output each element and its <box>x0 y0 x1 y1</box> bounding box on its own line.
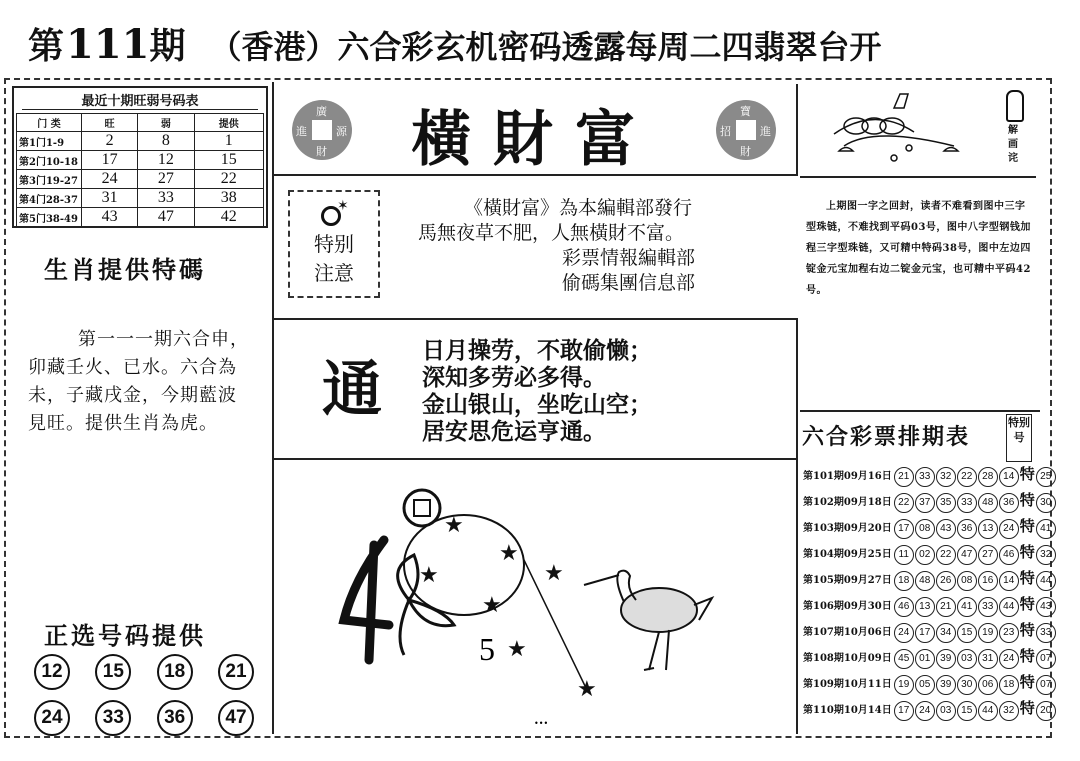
table-cell: 17 <box>82 151 138 170</box>
special-mark: 特 <box>1019 491 1035 509</box>
special-mark: 特 <box>1019 673 1035 691</box>
draw-number: 02 <box>915 545 935 565</box>
selected-number: 21 <box>218 654 254 690</box>
notice-line: 偷碼集團信息部 <box>562 272 696 294</box>
draw-number: 24 <box>894 623 914 643</box>
history-panel <box>800 410 1052 738</box>
draw-number: 16 <box>978 571 998 591</box>
poem-line: 金山银山，坐吃山空； <box>422 392 652 418</box>
table-row <box>802 696 1057 722</box>
left-table-title: 最近十期旺弱号码表 <box>22 90 258 110</box>
draw-label: 第106期09月30日 <box>803 601 892 612</box>
history-special-label: 特别号 <box>1006 414 1032 462</box>
table-cell: 15 <box>194 151 264 170</box>
table-cell: 31 <box>82 189 138 208</box>
table-cell: 47 <box>138 208 194 227</box>
puzzle-text: 上期图一字之回封，读者不难看到图中三字型珠链，不难找到平码03号，图中八字型钢钱加程三字型珠链，又可精中特码38号，图中左边四锭金元宝加程右边二锭金元宝，也可精中平码42号。 <box>806 201 1031 296</box>
draw-number: 14 <box>999 467 1019 487</box>
table-cell: 2 <box>82 132 138 151</box>
draw-label: 第110期10月14日 <box>803 705 892 716</box>
draw-number: 05 <box>915 675 935 695</box>
poem-panel <box>274 318 798 460</box>
selected-number: 33 <box>95 700 131 736</box>
draw-number: 18 <box>894 571 914 591</box>
table-row <box>802 618 1057 644</box>
special-mark: 特 <box>1019 543 1035 561</box>
draw-number: 26 <box>936 571 956 591</box>
draw-number: 39 <box>936 675 956 695</box>
bomb-icon: ✶ <box>319 198 349 228</box>
dots: ••• <box>534 719 549 728</box>
draw-number: 13 <box>915 597 935 617</box>
row-label: 第5门38-49 <box>17 208 82 227</box>
special-mark: 特 <box>1019 569 1035 587</box>
draw-number: 24 <box>915 701 935 721</box>
zodiac-text: 第一一一期六合申，卯藏壬火、已水。六合為未，子藏戌金，今期藍波見旺。提供生肖為虎。 <box>28 329 249 434</box>
table-row <box>802 540 1057 566</box>
draw-number: 08 <box>957 571 977 591</box>
picture-panel <box>274 460 798 734</box>
issue-header <box>28 18 882 69</box>
history-table <box>802 462 1057 722</box>
coin-right: 寶 招 進 財 <box>716 100 776 160</box>
draw-number: 33 <box>915 467 935 487</box>
draw-label: 第103期09月20日 <box>803 523 892 534</box>
special-mark: 特 <box>1019 647 1035 665</box>
special-number: 44 <box>1036 571 1056 591</box>
table-row <box>17 208 264 227</box>
draw-number: 24 <box>999 519 1019 539</box>
special-number: 43 <box>1036 597 1056 617</box>
svg-text:★: ★ <box>482 593 502 618</box>
draw-number: 14 <box>999 571 1019 591</box>
poem-line: 日月操劳，不敢偷懒； <box>422 338 652 364</box>
draw-number: 27 <box>978 545 998 565</box>
table-header: 提供 <box>194 114 264 132</box>
ingot-illustration <box>804 86 984 176</box>
table-row <box>802 592 1057 618</box>
row-label: 第4门28-37 <box>17 189 82 208</box>
draw-number: 03 <box>957 649 977 669</box>
puzzle-illustration <box>274 460 794 730</box>
table-cell: 43 <box>82 208 138 227</box>
poem-char: 通 <box>322 355 382 425</box>
poem-line: 深知多劳必多得。 <box>422 365 606 391</box>
draw-number: 15 <box>957 701 977 721</box>
table-row <box>17 132 264 151</box>
draw-number: 44 <box>999 597 1019 617</box>
draw-number: 22 <box>957 467 977 487</box>
svg-text:★: ★ <box>577 677 597 702</box>
special-mark: 特 <box>1019 517 1035 535</box>
draw-number: 32 <box>936 467 956 487</box>
table-cell: 33 <box>138 189 194 208</box>
draw-number: 34 <box>936 623 956 643</box>
draw-label: 第107期10月06日 <box>803 627 892 638</box>
draw-number: 43 <box>936 519 956 539</box>
draw-number: 33 <box>978 597 998 617</box>
special-number: 33 <box>1036 623 1056 643</box>
selected-number: 24 <box>34 700 70 736</box>
banner-panel <box>274 84 798 176</box>
draw-number: 21 <box>894 467 914 487</box>
hand-icon <box>1006 90 1024 122</box>
draw-number: 19 <box>894 675 914 695</box>
draw-number: 48 <box>978 493 998 513</box>
draw-number: 37 <box>915 493 935 513</box>
table-cell: 24 <box>82 170 138 189</box>
star-icons <box>419 513 597 702</box>
draw-number: 47 <box>957 545 977 565</box>
svg-text:★: ★ <box>507 637 527 662</box>
special-number: 20 <box>1036 701 1056 721</box>
draw-number: 36 <box>957 519 977 539</box>
selected-numbers <box>34 654 254 736</box>
draw-label: 第108期10月09日 <box>803 653 892 664</box>
draw-number: 08 <box>915 519 935 539</box>
row-label: 第2门10-18 <box>17 151 82 170</box>
special-mark: 特 <box>1019 595 1035 613</box>
table-header-row <box>17 114 264 132</box>
draw-number: 44 <box>978 701 998 721</box>
table-row <box>17 189 264 208</box>
left-table-panel <box>12 86 268 228</box>
special-mark: 特 <box>1019 621 1035 639</box>
numeral: 5 <box>479 631 495 667</box>
draw-number: 15 <box>957 623 977 643</box>
zodiac-title: 生肖提供特碼 <box>44 256 206 284</box>
special-number: 25 <box>1036 467 1056 487</box>
issue-suffix: 期 <box>149 25 188 67</box>
issue-number: 111 <box>66 21 150 68</box>
notice-line: 《橫財富》為本編輯部發行 <box>464 197 693 219</box>
table-row <box>17 151 264 170</box>
draw-number: 46 <box>894 597 914 617</box>
page-title: （香港）六合彩玄机密码透露每周二四翡翠台开 <box>209 28 882 66</box>
notice-label-1: 特别 <box>314 232 354 256</box>
draw-label: 第102期09月18日 <box>803 497 892 508</box>
table-cell: 12 <box>138 151 194 170</box>
table-cell: 1 <box>194 132 264 151</box>
table-header: 旺 <box>82 114 138 132</box>
draw-number: 06 <box>978 675 998 695</box>
table-header: 弱 <box>138 114 194 132</box>
bird-icon <box>584 571 712 670</box>
draw-number: 22 <box>894 493 914 513</box>
draw-number: 17 <box>894 701 914 721</box>
puzzle-image-panel <box>800 84 1036 178</box>
draw-number: 21 <box>936 597 956 617</box>
special-number: 32 <box>1036 545 1056 565</box>
selected-title: 正选号码提供 <box>44 622 206 650</box>
poem-text <box>422 338 652 446</box>
table-cell: 27 <box>138 170 194 189</box>
draw-number: 23 <box>999 623 1019 643</box>
draw-number: 36 <box>999 493 1019 513</box>
table-row <box>802 566 1057 592</box>
table-row <box>802 462 1057 488</box>
draw-number: 41 <box>957 597 977 617</box>
notice-line: 馬無夜草不肥，人無橫財不富。 <box>418 222 685 244</box>
special-number: 07 <box>1036 675 1056 695</box>
notice-label-2: 注意 <box>314 261 354 285</box>
puzzle-side-label: 解画诧 <box>1008 125 1018 164</box>
table-cell: 38 <box>194 189 264 208</box>
draw-number: 33 <box>957 493 977 513</box>
table-row <box>17 170 264 189</box>
row-label: 第1门1-9 <box>17 132 82 151</box>
draw-number: 46 <box>999 545 1019 565</box>
draw-number: 01 <box>915 649 935 669</box>
draw-label: 第109期10月11日 <box>803 679 892 690</box>
draw-number: 03 <box>936 701 956 721</box>
draw-label: 第105期09月27日 <box>803 575 892 586</box>
selected-number: 18 <box>157 654 193 690</box>
selected-number: 47 <box>218 700 254 736</box>
table-row <box>802 670 1057 696</box>
draw-number: 30 <box>957 675 977 695</box>
table-header: 门 类 <box>17 114 82 132</box>
draw-number: 19 <box>978 623 998 643</box>
special-number: 30 <box>1036 493 1056 513</box>
brush-stroke-4 <box>344 540 389 660</box>
special-number: 07 <box>1036 649 1056 669</box>
special-number: 41 <box>1036 519 1056 539</box>
draw-number: 39 <box>936 649 956 669</box>
svg-text:★: ★ <box>499 541 519 566</box>
notice-line: 彩票情報編輯部 <box>562 247 696 269</box>
draw-number: 45 <box>894 649 914 669</box>
draw-number: 35 <box>936 493 956 513</box>
draw-number: 13 <box>978 519 998 539</box>
draw-number: 24 <box>999 649 1019 669</box>
draw-number: 32 <box>999 701 1019 721</box>
svg-text:★: ★ <box>444 513 464 538</box>
selected-number: 15 <box>95 654 131 690</box>
coin-left: 廣 進 源 財 <box>292 100 352 160</box>
poem-line: 居安思危运亨通。 <box>422 419 606 445</box>
hot-cold-table <box>16 113 264 227</box>
table-cell: 22 <box>194 170 264 189</box>
table-row <box>802 488 1057 514</box>
draw-number: 28 <box>978 467 998 487</box>
row-label: 第3门19-27 <box>17 170 82 189</box>
svg-text:★: ★ <box>419 563 439 588</box>
banner-title: 橫財富 <box>411 105 657 175</box>
notice-badge <box>288 190 380 298</box>
table-cell: 8 <box>138 132 194 151</box>
draw-label: 第101期09月16日 <box>803 471 892 482</box>
notice-text <box>418 196 788 296</box>
draw-number: 18 <box>999 675 1019 695</box>
draw-number: 11 <box>894 545 914 565</box>
special-mark: 特 <box>1019 699 1035 717</box>
draw-number: 48 <box>915 571 935 591</box>
draw-label: 第104期09月25日 <box>803 549 892 560</box>
svg-text:★: ★ <box>544 561 564 586</box>
draw-number: 17 <box>915 623 935 643</box>
table-row <box>802 644 1057 670</box>
history-title: 六合彩票排期表 <box>802 425 971 450</box>
table-cell: 42 <box>194 208 264 227</box>
selected-number: 36 <box>157 700 193 736</box>
draw-number: 17 <box>894 519 914 539</box>
draw-number: 22 <box>936 545 956 565</box>
draw-number: 31 <box>978 649 998 669</box>
selected-number: 12 <box>34 654 70 690</box>
issue-prefix: 第 <box>28 25 67 67</box>
special-mark: 特 <box>1019 465 1035 483</box>
table-row <box>802 514 1057 540</box>
